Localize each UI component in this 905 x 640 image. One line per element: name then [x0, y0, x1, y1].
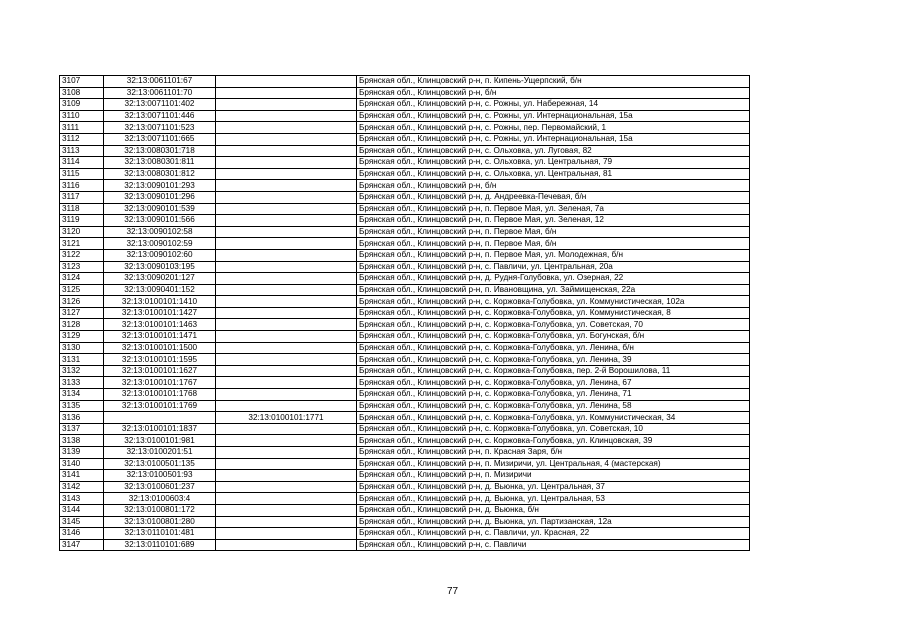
table-row: [60, 435, 750, 447]
row-number-cell: 3145: [60, 516, 104, 528]
cadastral-number-alt-cell: 32:13:0100101:1771: [216, 412, 357, 424]
table-row: [60, 504, 750, 516]
cadastral-number-cell: 32:13:0110101:481: [104, 528, 216, 540]
address-cell: Брянская обл., Клинцовский р-н, д. Вьюнка, ул. Центральная, 53: [357, 493, 750, 505]
address-cell: Брянская обл., Клинцовский р-н, с. Павличи: [357, 539, 750, 551]
cadastral-number-alt-cell: [216, 528, 357, 540]
address-cell: Брянская обл., Клинцовский р-н, с. Рожны, ул. Набережная, 14: [357, 99, 750, 111]
table-row: [60, 133, 750, 145]
cadastral-number-cell: 32:13:0090401:152: [104, 284, 216, 296]
table-row: [60, 110, 750, 122]
row-number-cell: 3143: [60, 493, 104, 505]
cadastral-number-cell: 32:13:0100101:1769: [104, 400, 216, 412]
cadastral-number-alt-cell: [216, 447, 357, 459]
row-number-cell: 3129: [60, 331, 104, 343]
cadastral-number-alt-cell: [216, 400, 357, 412]
address-cell: Брянская обл., Клинцовский р-н, с. Коржовка-Голубовка, ул. Коммунистическая, 102а: [357, 296, 750, 308]
address-cell: Брянская обл., Клинцовский р-н, с. Коржовка-Голубовка, пер. 2-й Ворошилова, 11: [357, 365, 750, 377]
row-number-cell: 3133: [60, 377, 104, 389]
cadastral-number-alt-cell: [216, 157, 357, 169]
cadastral-number-alt-cell: [216, 284, 357, 296]
row-number-cell: 3140: [60, 458, 104, 470]
address-cell: Брянская обл., Клинцовский р-н, с. Коржовка-Голубовка, ул. Ленина, 39: [357, 354, 750, 366]
cadastral-number-cell: 32:13:0080301:812: [104, 168, 216, 180]
row-number-cell: 3147: [60, 539, 104, 551]
row-number-cell: 3119: [60, 215, 104, 227]
cadastral-number-cell: 32:13:0100101:1768: [104, 389, 216, 401]
cadastral-number-cell: 32:13:0100101:1500: [104, 342, 216, 354]
cadastral-number-alt-cell: [216, 458, 357, 470]
row-number-cell: 3110: [60, 110, 104, 122]
table-row: [60, 354, 750, 366]
address-cell: Брянская обл., Клинцовский р-н, с. Рожны, ул. Интернациональная, 15а: [357, 110, 750, 122]
row-number-cell: 3135: [60, 400, 104, 412]
row-number-cell: 3118: [60, 203, 104, 215]
cadastral-number-cell: 32:13:0100101:981: [104, 435, 216, 447]
cadastral-number-alt-cell: [216, 76, 357, 88]
address-cell: Брянская обл., Клинцовский р-н, п. Красная Заря, б/н: [357, 447, 750, 459]
table-row: [60, 168, 750, 180]
address-cell: Брянская обл., Клинцовский р-н, п. Первое Мая, б/н: [357, 226, 750, 238]
cadastral-number-cell: 32:13:0100101:1463: [104, 319, 216, 331]
table-row: [60, 528, 750, 540]
cadastral-number-cell: 32:13:0100801:280: [104, 516, 216, 528]
row-number-cell: 3128: [60, 319, 104, 331]
table-row: [60, 516, 750, 528]
cadastral-number-alt-cell: [216, 238, 357, 250]
row-number-cell: 3122: [60, 249, 104, 261]
address-cell: Брянская обл., Клинцовский р-н, п. Первое Мая, ул. Молодежная, б/н: [357, 249, 750, 261]
row-number-cell: 3137: [60, 423, 104, 435]
row-number-cell: 3113: [60, 145, 104, 157]
cadastral-number-cell: 32:13:0061101:70: [104, 87, 216, 99]
row-number-cell: 3125: [60, 284, 104, 296]
cadastral-number-alt-cell: [216, 249, 357, 261]
address-cell: Брянская обл., Клинцовский р-н, с. Коржовка-Голубовка, ул. Коммунистическая, 8: [357, 307, 750, 319]
cadastral-number-alt-cell: [216, 296, 357, 308]
table-row: [60, 87, 750, 99]
row-number-cell: 3131: [60, 354, 104, 366]
row-number-cell: 3115: [60, 168, 104, 180]
address-cell: Брянская обл., Клинцовский р-н, с. Ольховка, ул. Центральная, 79: [357, 157, 750, 169]
address-cell: Брянская обл., Клинцовский р-н, с. Рожны, пер. Первомайский, 1: [357, 122, 750, 134]
cadastral-number-cell: 32:13:0100101:1427: [104, 307, 216, 319]
cadastral-number-alt-cell: [216, 389, 357, 401]
row-number-cell: 3136: [60, 412, 104, 424]
cadastral-number-alt-cell: [216, 516, 357, 528]
address-cell: Брянская обл., Клинцовский р-н, с. Павличи, ул. Красная, 22: [357, 528, 750, 540]
table-row: [60, 284, 750, 296]
table-row: [60, 389, 750, 401]
address-cell: Брянская обл., Клинцовский р-н, б/н: [357, 87, 750, 99]
row-number-cell: 3138: [60, 435, 104, 447]
cadastral-number-alt-cell: [216, 215, 357, 227]
cadastral-number-cell: 32:13:0100101:1627: [104, 365, 216, 377]
cadastral-number-cell: 32:13:0090201:127: [104, 273, 216, 285]
cadastral-number-alt-cell: [216, 481, 357, 493]
cadastral-number-cell: 32:13:0100601:237: [104, 481, 216, 493]
address-cell: Брянская обл., Клинцовский р-н, п. Первое Мая, б/н: [357, 238, 750, 250]
cadastral-number-cell: 32:13:0090102:60: [104, 249, 216, 261]
table-row: [60, 319, 750, 331]
row-number-cell: 3134: [60, 389, 104, 401]
cadastral-number-cell: 32:13:0100501:93: [104, 470, 216, 482]
table-row: [60, 423, 750, 435]
page-number: 77: [446, 586, 459, 597]
row-number-cell: 3142: [60, 481, 104, 493]
table-row: [60, 400, 750, 412]
row-number-cell: 3111: [60, 122, 104, 134]
cadastral-number-alt-cell: [216, 435, 357, 447]
address-cell: Брянская обл., Клинцовский р-н, д. Рудня-Голубовка, ул. Озерная, 22: [357, 273, 750, 285]
row-number-cell: 3121: [60, 238, 104, 250]
cadastral-number-cell: 32:13:0090101:566: [104, 215, 216, 227]
address-cell: Брянская обл., Клинцовский р-н, с. Коржовка-Голубовка, ул. Советская, 70: [357, 319, 750, 331]
registry-table-body: [60, 76, 750, 551]
address-cell: Брянская обл., Клинцовский р-н, д. Вьюнка, ул. Партизанская, 12а: [357, 516, 750, 528]
cadastral-number-alt-cell: [216, 423, 357, 435]
row-number-cell: 3146: [60, 528, 104, 540]
cadastral-number-alt-cell: [216, 342, 357, 354]
cadastral-number-alt-cell: [216, 226, 357, 238]
address-cell: Брянская обл., Клинцовский р-н, с. Коржовка-Голубовка, ул. Ленина, 71: [357, 389, 750, 401]
address-cell: Брянская обл., Клинцовский р-н, с. Коржовка-Голубовка, ул. Советская, 10: [357, 423, 750, 435]
table-row: [60, 342, 750, 354]
cadastral-number-alt-cell: [216, 354, 357, 366]
row-number-cell: 3144: [60, 504, 104, 516]
table-row: [60, 76, 750, 88]
row-number-cell: 3120: [60, 226, 104, 238]
table-row: [60, 226, 750, 238]
cadastral-number-cell: [104, 412, 216, 424]
cadastral-number-cell: 32:13:0061101:67: [104, 76, 216, 88]
cadastral-number-alt-cell: [216, 470, 357, 482]
table-row: [60, 238, 750, 250]
table-row: [60, 203, 750, 215]
address-cell: Брянская обл., Клинцовский р-н, д. Вьюнка, ул. Центральная, 37: [357, 481, 750, 493]
cadastral-number-alt-cell: [216, 331, 357, 343]
address-cell: Брянская обл., Клинцовский р-н, п. Первое Мая, ул. Зеленая, 12: [357, 215, 750, 227]
row-number-cell: 3130: [60, 342, 104, 354]
cadastral-number-alt-cell: [216, 319, 357, 331]
cadastral-number-cell: 32:13:0071101:446: [104, 110, 216, 122]
row-number-cell: 3114: [60, 157, 104, 169]
cadastral-number-cell: 32:13:0090102:59: [104, 238, 216, 250]
table-row: [60, 458, 750, 470]
cadastral-number-cell: 32:13:0100801:172: [104, 504, 216, 516]
row-number-cell: 3116: [60, 180, 104, 192]
row-number-cell: 3126: [60, 296, 104, 308]
table-row: [60, 447, 750, 459]
address-cell: Брянская обл., Клинцовский р-н, с. Коржовка-Голубовка, ул. Ленина, б/н: [357, 342, 750, 354]
cadastral-number-alt-cell: [216, 307, 357, 319]
cadastral-number-cell: 32:13:0100101:1471: [104, 331, 216, 343]
address-cell: Брянская обл., Клинцовский р-н, с. Коржовка-Голубовка, ул. Коммунистическая, 34: [357, 412, 750, 424]
address-cell: Брянская обл., Клинцовский р-н, д. Андреевка-Печевая, б/н: [357, 191, 750, 203]
table-row: [60, 331, 750, 343]
cadastral-number-alt-cell: [216, 377, 357, 389]
table-row: [60, 180, 750, 192]
address-cell: Брянская обл., Клинцовский р-н, п. Первое Мая, ул. Зеленая, 7а: [357, 203, 750, 215]
row-number-cell: 3123: [60, 261, 104, 273]
cadastral-number-cell: 32:13:0100201:51: [104, 447, 216, 459]
address-cell: Брянская обл., Клинцовский р-н, п. Кипень-Ущерпский, б/н: [357, 76, 750, 88]
cadastral-number-cell: 32:13:0090103:195: [104, 261, 216, 273]
table-row: [60, 470, 750, 482]
row-number-cell: 3139: [60, 447, 104, 459]
cadastral-number-alt-cell: [216, 504, 357, 516]
cadastral-number-alt-cell: [216, 365, 357, 377]
cadastral-number-cell: 32:13:0090101:293: [104, 180, 216, 192]
address-cell: Брянская обл., Клинцовский р-н, п. Ивановщина, ул. Займищенская, 22а: [357, 284, 750, 296]
row-number-cell: 3107: [60, 76, 104, 88]
cadastral-number-alt-cell: [216, 122, 357, 134]
cadastral-number-alt-cell: [216, 203, 357, 215]
cadastral-number-alt-cell: [216, 133, 357, 145]
cadastral-number-cell: 32:13:0100603:4: [104, 493, 216, 505]
address-cell: Брянская обл., Клинцовский р-н, д. Вьюнка, б/н: [357, 504, 750, 516]
table-row: [60, 145, 750, 157]
cadastral-number-cell: 32:13:0071101:523: [104, 122, 216, 134]
table-row: [60, 249, 750, 261]
address-cell: Брянская обл., Клинцовский р-н, п. Мизиричи, ул. Центральная, 4 (мастерская): [357, 458, 750, 470]
cadastral-number-cell: 32:13:0071101:665: [104, 133, 216, 145]
row-number-cell: 3117: [60, 191, 104, 203]
table-row: [60, 365, 750, 377]
table-row: [60, 273, 750, 285]
cadastral-number-alt-cell: [216, 493, 357, 505]
row-number-cell: 3124: [60, 273, 104, 285]
row-number-cell: 3112: [60, 133, 104, 145]
cadastral-number-alt-cell: [216, 539, 357, 551]
table-row: [60, 99, 750, 111]
address-cell: Брянская обл., Клинцовский р-н, с. Рожны, ул. Интернациональная, 15а: [357, 133, 750, 145]
cadastral-number-cell: 32:13:0080301:718: [104, 145, 216, 157]
row-number-cell: 3127: [60, 307, 104, 319]
table-row: [60, 307, 750, 319]
cadastral-number-alt-cell: [216, 145, 357, 157]
table-row: [60, 481, 750, 493]
cadastral-number-cell: 32:13:0080301:811: [104, 157, 216, 169]
table-row: [60, 122, 750, 134]
table-row: [60, 493, 750, 505]
row-number-cell: 3132: [60, 365, 104, 377]
cadastral-number-cell: 32:13:0100501:135: [104, 458, 216, 470]
table-row: [60, 215, 750, 227]
cadastral-number-alt-cell: [216, 261, 357, 273]
row-number-cell: 3108: [60, 87, 104, 99]
address-cell: Брянская обл., Клинцовский р-н, с. Коржовка-Голубовка, ул. Ленина, 58: [357, 400, 750, 412]
cadastral-number-alt-cell: [216, 273, 357, 285]
row-number-cell: 3109: [60, 99, 104, 111]
table-row: [60, 377, 750, 389]
table-row: [60, 296, 750, 308]
address-cell: Брянская обл., Клинцовский р-н, с. Коржовка-Голубовка, ул. Богунская, б/н: [357, 331, 750, 343]
cadastral-number-alt-cell: [216, 180, 357, 192]
cadastral-number-cell: 32:13:0090101:296: [104, 191, 216, 203]
cadastral-number-cell: 32:13:0071101:402: [104, 99, 216, 111]
cadastral-number-cell: 32:13:0100101:1837: [104, 423, 216, 435]
cadastral-number-alt-cell: [216, 168, 357, 180]
cadastral-number-alt-cell: [216, 99, 357, 111]
cadastral-number-cell: 32:13:0100101:1410: [104, 296, 216, 308]
table-row: [60, 191, 750, 203]
cadastral-number-alt-cell: [216, 191, 357, 203]
cadastral-number-cell: 32:13:0090102:58: [104, 226, 216, 238]
cadastral-number-cell: 32:13:0100101:1767: [104, 377, 216, 389]
address-cell: Брянская обл., Клинцовский р-н, с. Ольховка, ул. Луговая, 82: [357, 145, 750, 157]
address-cell: Брянская обл., Клинцовский р-н, с. Коржовка-Голубовка, ул. Клинцовская, 39: [357, 435, 750, 447]
row-number-cell: 3141: [60, 470, 104, 482]
registry-table: [59, 75, 750, 551]
cadastral-number-alt-cell: [216, 87, 357, 99]
address-cell: Брянская обл., Клинцовский р-н, п. Мизиричи: [357, 470, 750, 482]
address-cell: Брянская обл., Клинцовский р-н, с. Павличи, ул. Центральная, 20а: [357, 261, 750, 273]
cadastral-number-alt-cell: [216, 110, 357, 122]
table-row: [60, 539, 750, 551]
address-cell: Брянская обл., Клинцовский р-н, с. Ольховка, ул. Центральная, 81: [357, 168, 750, 180]
table-row: [60, 157, 750, 169]
table-row: [60, 412, 750, 424]
table-row: [60, 261, 750, 273]
cadastral-number-cell: 32:13:0110101:689: [104, 539, 216, 551]
address-cell: Брянская обл., Клинцовский р-н, б/н: [357, 180, 750, 192]
address-cell: Брянская обл., Клинцовский р-н, с. Коржовка-Голубовка, ул. Ленина, 67: [357, 377, 750, 389]
cadastral-number-cell: 32:13:0090101:539: [104, 203, 216, 215]
cadastral-number-cell: 32:13:0100101:1595: [104, 354, 216, 366]
